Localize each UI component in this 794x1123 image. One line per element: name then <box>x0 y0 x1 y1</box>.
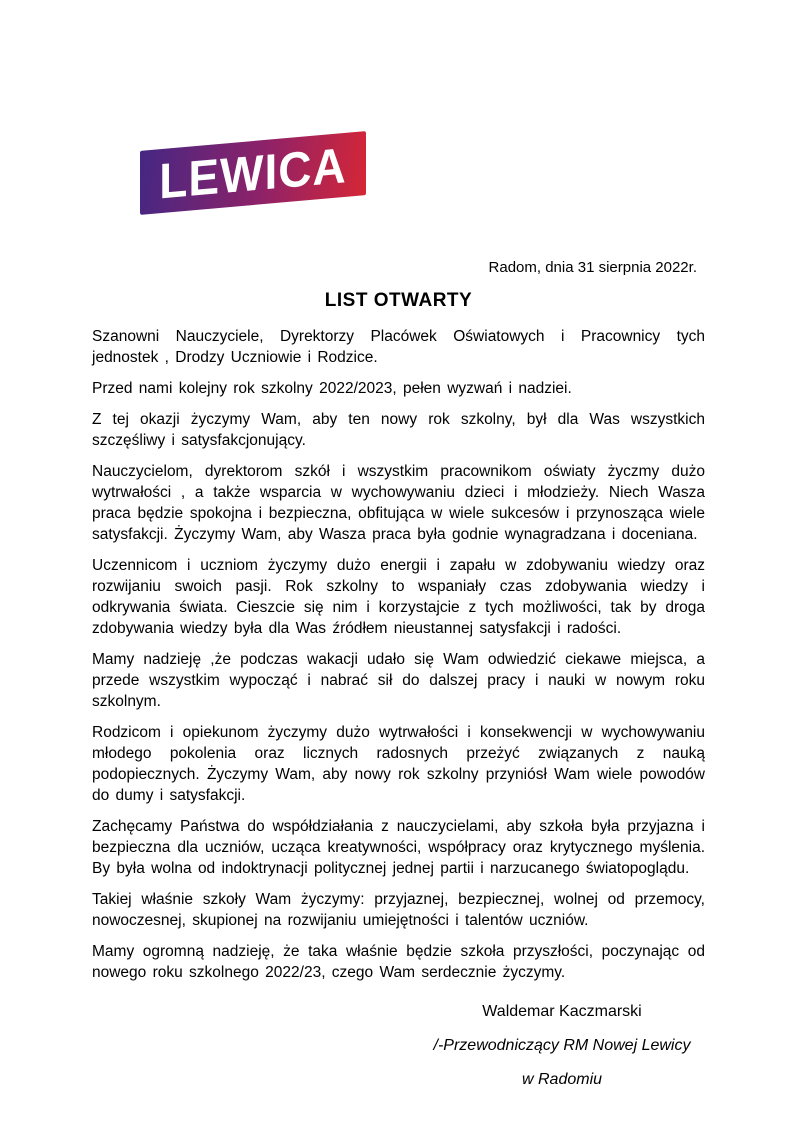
lewica-logo <box>140 131 366 215</box>
letter-paragraph: Takiej właśnie szkoły Wam życzymy: przyjaznej, bezpiecznej, wolnej od przemocy, nowoczesnej, skupionej na rozwijaniu umiejętności i talentów uczniów. <box>92 891 705 929</box>
signature-name: Waldemar Kaczmarski <box>482 1003 642 1020</box>
signature-location: w Radomiu <box>521 1071 603 1088</box>
letter-paragraph: Zachęcamy Państwa do współdziałania z nauczycielami, aby szkoła była przyjazna i bezpieczna dla uczniów, ucząca kreatywności, współpracy oraz krytycznego myślenia. By była wolna od indoktrynacji politycznej jednej partii i narzucanego światopoglądu. <box>92 818 705 877</box>
letter-paragraph: Uczennicom i uczniom życzymy dużo energii i zapału w zdobywaniu wiedzy oraz rozwijaniu swoich pasji. Rok szkolny to wspaniały czas zdobywania wiedzy i odkrywania świata. Cieszcie się nim i korzystajcie z tych możliwości, tak by droga zdobywania wiedzy była dla Was źródłem nieustannej satysfakcji i radości. <box>92 557 705 637</box>
letter-paragraph: Mamy nadzieję ,że podczas wakacji udało się Wam odwiedzić ciekawe miejsca, a przede wszystkim wypocząć i nabrać sił do dalszej pracy i nauki w nowym roku szkolnym. <box>92 651 705 710</box>
lewica-logo-text: LEWICA <box>159 136 347 210</box>
letter-paragraph: Z tej okazji życzymy Wam, aby ten nowy rok szkolny, był dla Was wszystkich szczęśliwy i satysfakcjonujący. <box>92 411 705 449</box>
letter-body <box>92 326 705 983</box>
letter-paragraph: Mamy ogromną nadzieję, że taka właśnie będzie szkoła przyszłości, poczynając od nowego roku szkolnego 2022/23, czego Wam serdecznie życzymy. <box>92 943 705 981</box>
signature-block <box>412 1001 712 1090</box>
letter-paragraph: Rodzicom i opiekunom życzymy dużo wytrwałości i konsekwencji w wychowywaniu młodego pokolenia oraz licznych radosnych przeżyć związanych z nauką podopiecznych. Życzymy Wam, aby nowy rok szkolny przyniósł Wam wiele powodów do dumy i satysfakcji. <box>92 724 705 804</box>
page-title: LIST OTWARTY <box>324 290 473 311</box>
dateline: Radom, dnia 31 sierpnia 2022r. <box>488 259 697 276</box>
signature-role: /-Przewodniczący RM Nowej Lewicy <box>433 1037 691 1054</box>
letter-paragraph: Nauczycielom, dyrektorom szkół i wszystkim pracownikom oświaty życzmy dużo wytrwałości , a także wsparcia w wychowywaniu dzieci i młodzieży. Niech Wasza praca będzie spokojna i bezpieczna, obfitująca w wiele sukcesów i przynosząca wiele satysfakcji. Życzymy Wam, aby Wasza praca była godnie wynagradzana i doceniana. <box>92 463 705 543</box>
letter-content <box>92 0 705 1103</box>
letter-paragraph-salutation: Szanowni Nauczyciele, Dyrektorzy Placówek Oświatowych i Pracownicy tych jednostek , Drodzy Uczniowie i Rodzice. <box>92 328 705 366</box>
letter-paragraph: Przed nami kolejny rok szkolny 2022/2023, pełen wyzwań i nadziei. <box>92 380 572 397</box>
